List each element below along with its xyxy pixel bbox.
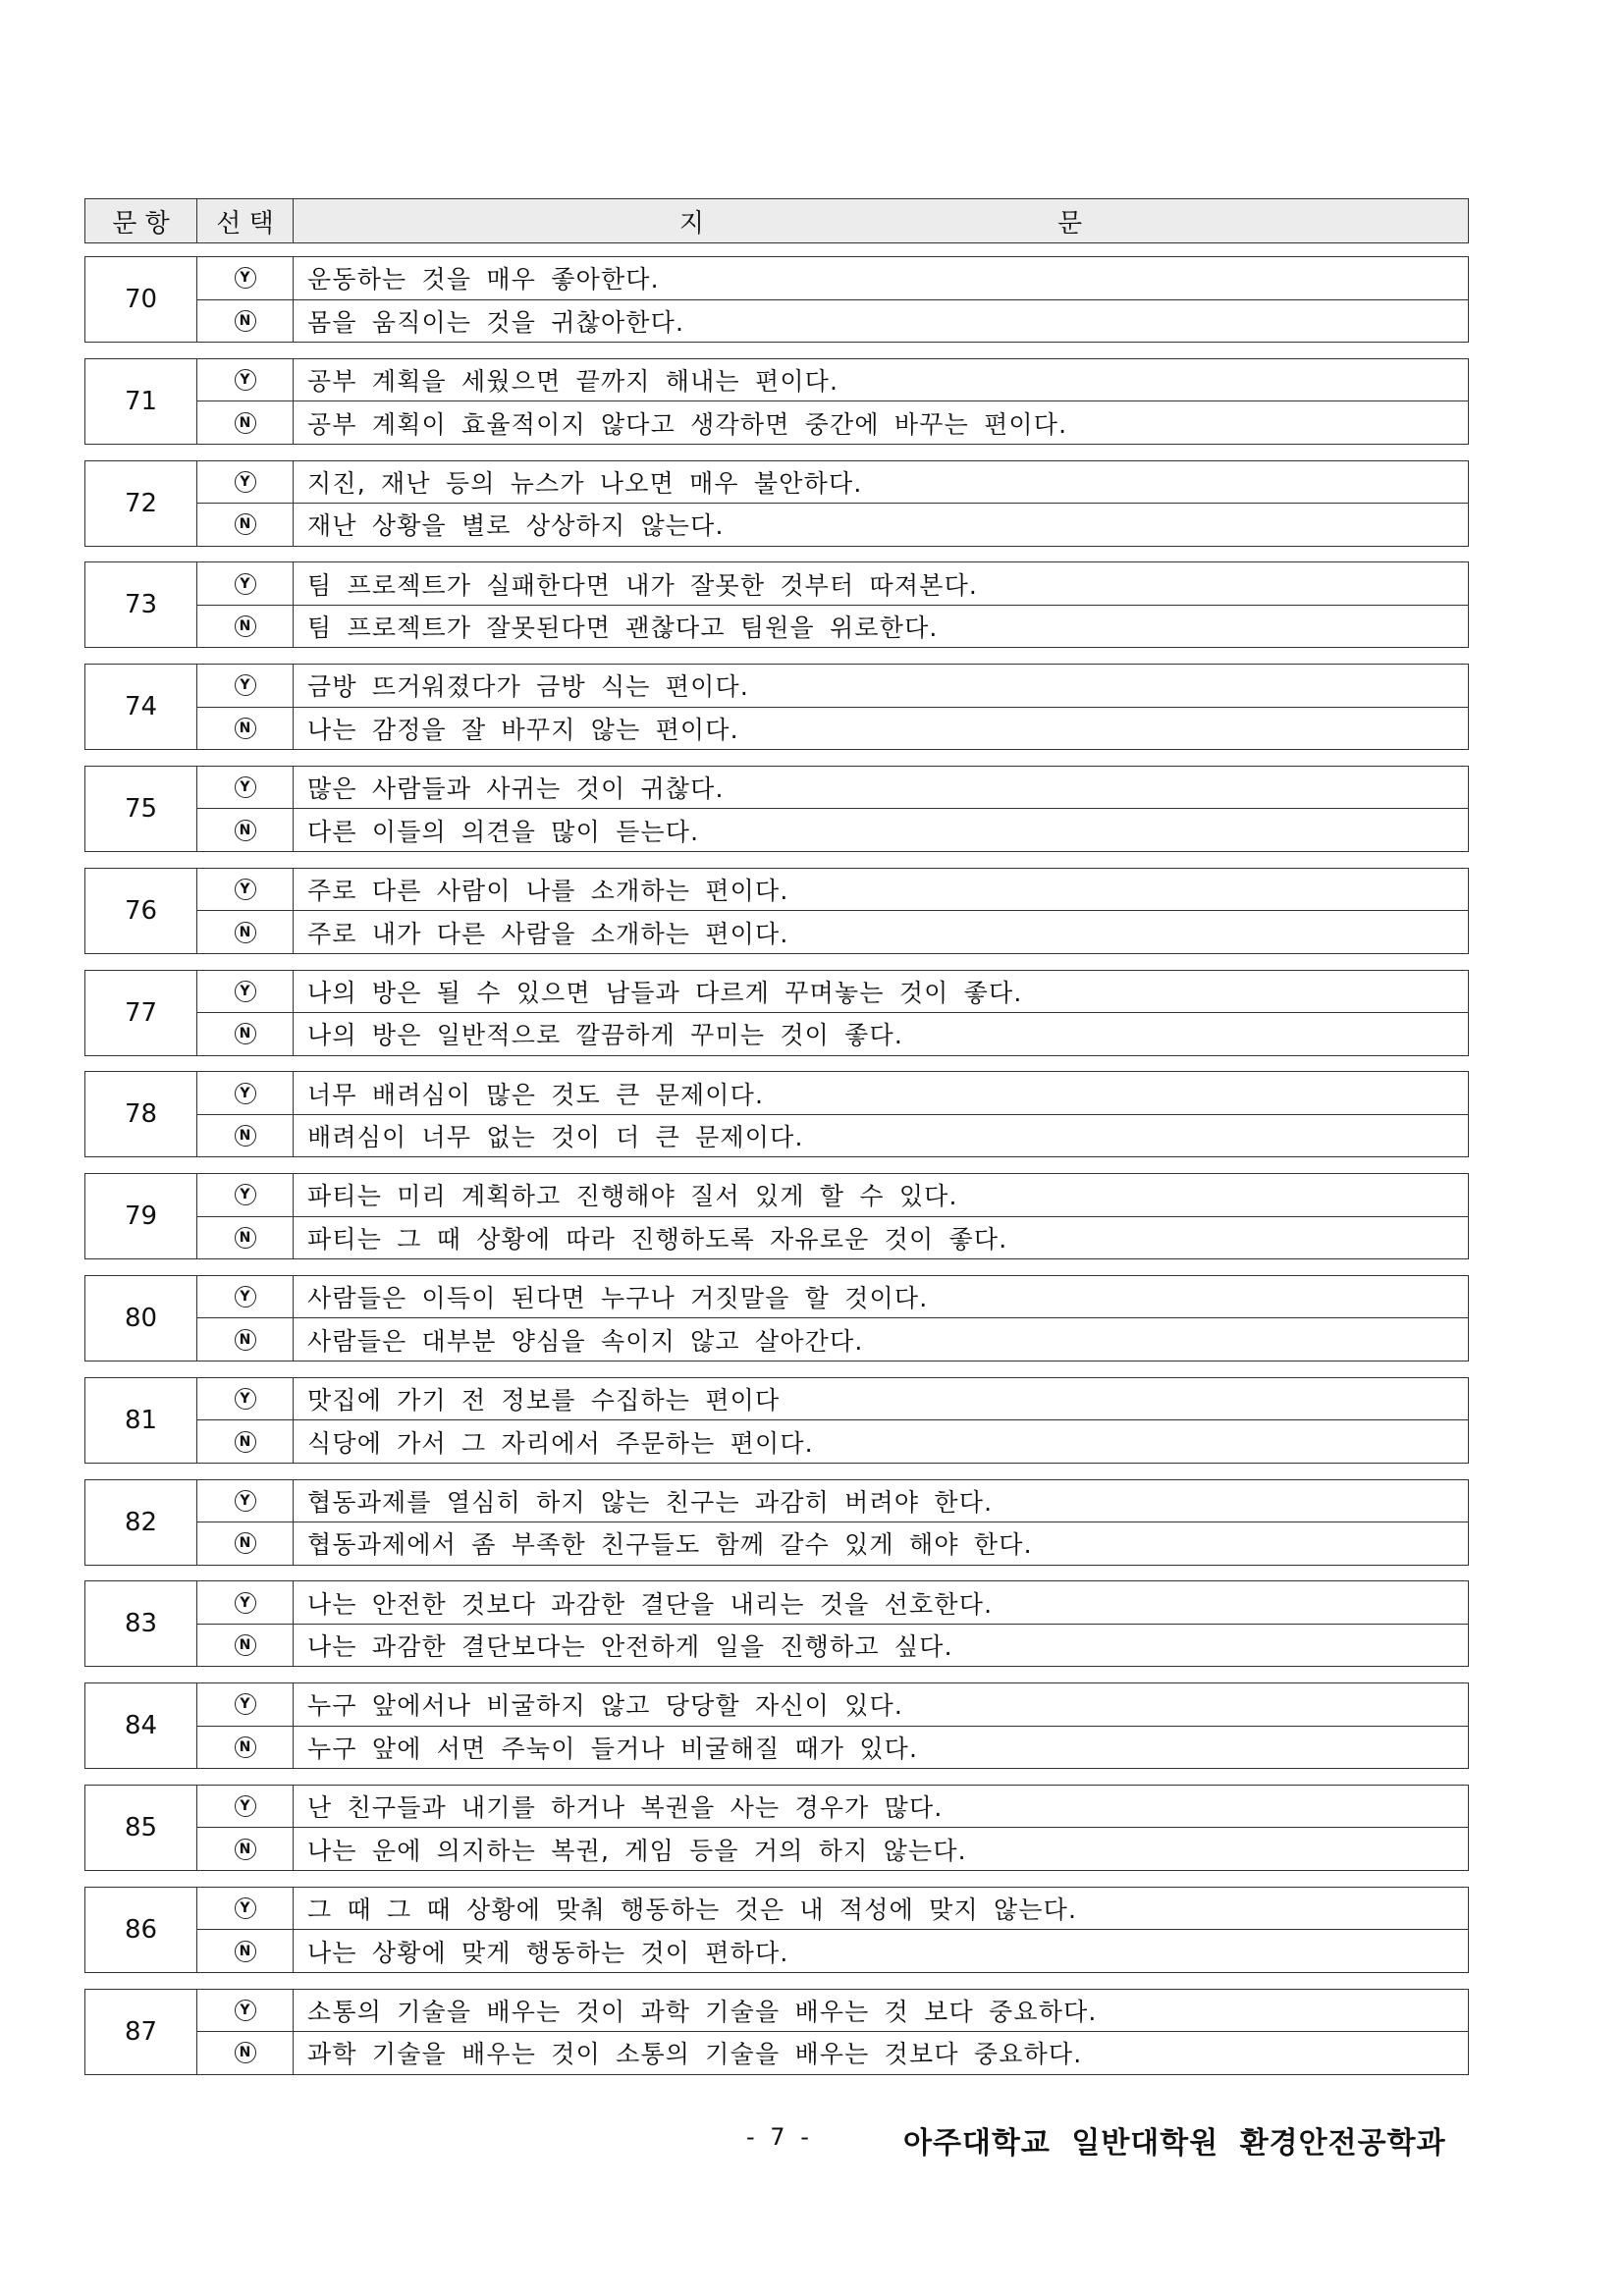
option-no-row	[197, 1114, 1468, 1157]
option-yes-row	[197, 1581, 1468, 1624]
option-n-circle-icon[interactable]: N	[235, 1329, 256, 1351]
option-y-circle-icon[interactable]: Y	[235, 267, 256, 289]
option-yes-text: 맛집에 가기 전 정보를 수집하는 편이다	[307, 1386, 781, 1415]
option-no-text: 협동과제에서 좀 부족한 친구들도 함께 갈수 있게 해야 한다.	[307, 1530, 1033, 1560]
option-y-circle-icon[interactable]: Y	[235, 1897, 256, 1919]
option-y-circle-icon[interactable]: Y	[235, 369, 256, 391]
option-n-circle-icon[interactable]: N	[235, 1736, 256, 1758]
option-y-circle-icon[interactable]: Y	[235, 1795, 256, 1817]
question-number: 87	[85, 1990, 197, 2074]
option-y-circle-icon[interactable]: Y	[235, 1388, 256, 1410]
option-yes-row	[197, 359, 1468, 401]
option-no-text: 배려심이 너무 없는 것이 더 큰 문제이다.	[307, 1123, 804, 1152]
option-n-circle-icon[interactable]: N	[235, 1941, 256, 1962]
question-block	[84, 1682, 1469, 1769]
option-yes-row	[197, 1174, 1468, 1216]
option-no-text: 몸을 움직이는 것을 귀찮아한다.	[307, 307, 685, 337]
question-number: 83	[85, 1581, 197, 1666]
option-n-circle-icon[interactable]: N	[235, 820, 256, 841]
option-no-row	[197, 1827, 1468, 1870]
option-n-circle-icon[interactable]: N	[235, 718, 256, 739]
page-number: - 7 -	[746, 2123, 813, 2151]
option-y-circle-icon[interactable]: Y	[235, 1490, 256, 1512]
option-yes-row	[197, 869, 1468, 911]
question-block	[84, 256, 1469, 343]
question-block	[84, 664, 1469, 750]
question-block	[84, 1580, 1469, 1667]
option-n-circle-icon[interactable]: N	[235, 310, 256, 332]
option-no-text: 다른 이들의 의견을 많이 듣는다.	[307, 817, 700, 846]
question-number: 82	[85, 1480, 197, 1565]
option-no-row	[197, 808, 1468, 851]
option-no-row	[197, 1624, 1468, 1667]
option-no-row	[197, 299, 1468, 343]
question-block	[84, 1275, 1469, 1362]
option-yes-text: 너무 배려심이 많은 것도 큰 문제이다.	[307, 1080, 765, 1109]
option-n-circle-icon[interactable]: N	[235, 615, 256, 637]
option-yes-text: 공부 계획을 세웠으면 끝까지 해내는 편이다.	[307, 367, 839, 397]
question-number: 76	[85, 869, 197, 953]
option-yes-row	[197, 562, 1468, 605]
option-no-text: 공부 계획이 효율적이지 않다고 생각하면 중간에 바꾸는 편이다.	[307, 409, 1068, 439]
option-y-circle-icon[interactable]: Y	[235, 776, 256, 798]
option-y-circle-icon[interactable]: Y	[235, 1286, 256, 1308]
option-no-row	[197, 1419, 1468, 1463]
option-y-circle-icon[interactable]: Y	[235, 1083, 256, 1104]
option-yes-text: 파티는 미리 계획하고 진행해야 질서 있게 할 수 있다.	[307, 1182, 958, 1211]
option-n-circle-icon[interactable]: N	[235, 513, 256, 535]
question-number: 78	[85, 1072, 197, 1156]
option-no-row	[197, 2031, 1468, 2074]
option-y-circle-icon[interactable]: Y	[235, 471, 256, 493]
question-block	[84, 1887, 1469, 1973]
option-yes-row	[197, 665, 1468, 707]
option-no-text: 나의 방은 일반적으로 깔끔하게 꾸미는 것이 좋다.	[307, 1021, 904, 1050]
option-y-circle-icon[interactable]: Y	[235, 2000, 256, 2021]
question-number: 75	[85, 767, 197, 851]
question-number: 72	[85, 461, 197, 546]
question-block	[84, 358, 1469, 445]
option-no-row	[197, 503, 1468, 546]
questionnaire-table	[84, 198, 1469, 2090]
option-no-text: 팀 프로젝트가 잘못된다면 괜찮다고 팀원을 위로한다.	[307, 614, 939, 643]
option-no-row	[197, 1929, 1468, 1972]
option-y-circle-icon[interactable]: Y	[235, 573, 256, 595]
option-yes-text: 난 친구들과 내기를 하거나 복권을 사는 경우가 많다.	[307, 1793, 944, 1823]
option-n-circle-icon[interactable]: N	[235, 1431, 256, 1453]
question-number: 84	[85, 1683, 197, 1768]
option-yes-row	[197, 1072, 1468, 1114]
option-yes-row	[197, 971, 1468, 1013]
option-no-text: 나는 운에 의지하는 복권, 게임 등을 거의 하지 않는다.	[307, 1836, 967, 1865]
question-number: 73	[85, 562, 197, 647]
option-no-text: 누구 앞에 서면 주눅이 들거나 비굴해질 때가 있다.	[307, 1734, 919, 1763]
option-yes-row	[197, 257, 1468, 299]
option-yes-row	[197, 767, 1468, 809]
option-yes-row	[197, 1378, 1468, 1420]
option-yes-text: 운동하는 것을 매우 좋아한다.	[307, 265, 660, 294]
option-yes-row	[197, 1990, 1468, 2032]
option-y-circle-icon[interactable]: Y	[235, 1592, 256, 1614]
option-n-circle-icon[interactable]: N	[235, 2042, 256, 2063]
question-block	[84, 1785, 1469, 1871]
option-no-text: 재난 상황을 별로 상상하지 않는다.	[307, 511, 725, 541]
option-y-circle-icon[interactable]: Y	[235, 879, 256, 900]
question-number: 80	[85, 1276, 197, 1361]
school-name: 아주대학교 일반대학원 환경안전공학과	[903, 2126, 1446, 2161]
question-block	[84, 1479, 1469, 1566]
question-number: 85	[85, 1786, 197, 1870]
option-no-row	[197, 1216, 1468, 1259]
option-yes-text: 지진, 재난 등의 뉴스가 나오면 매우 불안하다.	[307, 468, 863, 498]
header-text-b: 문	[1057, 208, 1083, 239]
question-block	[84, 970, 1469, 1056]
option-yes-row	[197, 1480, 1468, 1522]
option-n-circle-icon[interactable]: N	[235, 412, 256, 434]
option-yes-row	[197, 461, 1468, 504]
option-yes-text: 주로 다른 사람이 나를 소개하는 편이다.	[307, 877, 789, 906]
option-yes-text: 금방 뜨거워졌다가 금방 식는 편이다.	[307, 672, 749, 702]
option-no-row	[197, 605, 1468, 648]
option-no-row	[197, 1317, 1468, 1361]
question-block	[84, 1071, 1469, 1157]
question-block	[84, 766, 1469, 852]
option-no-text: 나는 감정을 잘 바꾸지 않는 편이다.	[307, 715, 739, 744]
option-no-text: 나는 과감한 결단보다는 안전하게 일을 진행하고 싶다.	[307, 1632, 953, 1662]
option-yes-text: 많은 사람들과 사귀는 것이 귀찮다.	[307, 774, 725, 804]
option-y-circle-icon[interactable]: Y	[235, 674, 256, 696]
option-no-row	[197, 400, 1468, 444]
option-y-circle-icon[interactable]: Y	[235, 1184, 256, 1205]
option-y-circle-icon[interactable]: Y	[235, 981, 256, 1002]
question-block	[84, 460, 1469, 547]
option-yes-text: 나는 안전한 것보다 과감한 결단을 내리는 것을 선호한다.	[307, 1589, 994, 1619]
option-n-circle-icon[interactable]: N	[235, 1634, 256, 1656]
option-yes-text: 그 때 그 때 상황에 맞춰 행동하는 것은 내 적성에 맞지 않는다.	[307, 1896, 1078, 1924]
option-yes-text: 사람들은 이득이 된다면 누구나 거짓말을 할 것이다.	[307, 1284, 929, 1313]
option-no-text: 파티는 그 때 상황에 따라 진행하도록 자유로운 것이 좋다.	[307, 1224, 1008, 1254]
question-number: 79	[85, 1174, 197, 1258]
option-no-text: 식당에 가서 그 자리에서 주문하는 편이다.	[307, 1428, 814, 1458]
header-text	[294, 199, 1468, 242]
question-number: 81	[85, 1378, 197, 1463]
question-block	[84, 1173, 1469, 1259]
option-n-circle-icon[interactable]: N	[235, 1839, 256, 1860]
option-yes-row	[197, 1888, 1468, 1930]
option-yes-row	[197, 1786, 1468, 1828]
option-no-row	[197, 1012, 1468, 1055]
question-number: 70	[85, 257, 197, 342]
option-n-circle-icon[interactable]: N	[235, 1532, 256, 1554]
option-n-circle-icon[interactable]: N	[235, 1125, 256, 1147]
question-number: 86	[85, 1888, 197, 1972]
option-n-circle-icon[interactable]: N	[235, 1227, 256, 1249]
option-n-circle-icon[interactable]: N	[235, 922, 256, 943]
option-yes-text: 팀 프로젝트가 실패한다면 내가 잘못한 것부터 따져본다.	[307, 570, 979, 600]
option-no-text: 주로 내가 다른 사람을 소개하는 편이다.	[307, 919, 789, 948]
question-block	[84, 1377, 1469, 1464]
question-number: 74	[85, 665, 197, 749]
option-yes-row	[197, 1276, 1468, 1318]
option-no-text: 나는 상황에 맞게 행동하는 것이 편하다.	[307, 1938, 789, 1967]
option-no-row	[197, 910, 1468, 953]
header-text-a: 지	[678, 208, 704, 239]
question-block	[84, 868, 1469, 954]
option-no-row	[197, 707, 1468, 750]
option-no-text: 사람들은 대부분 양심을 속이지 않고 살아간다.	[307, 1326, 864, 1356]
question-block	[84, 561, 1469, 648]
header-choice: 선 택	[197, 199, 294, 242]
table-header	[84, 198, 1469, 243]
header-number: 문 항	[85, 199, 197, 242]
question-number: 77	[85, 971, 197, 1055]
question-block	[84, 1989, 1469, 2075]
option-yes-text: 나의 방은 될 수 있으면 남들과 다르게 꾸며놓는 것이 좋다.	[307, 978, 1023, 1007]
option-no-text: 과학 기술을 배우는 것이 소통의 기술을 배우는 것보다 중요하다.	[307, 2040, 1083, 2069]
option-n-circle-icon[interactable]: N	[235, 1023, 256, 1044]
question-number: 71	[85, 359, 197, 444]
option-no-row	[197, 1522, 1468, 1565]
option-yes-text: 누구 앞에서나 비굴하지 않고 당당할 자신이 있다.	[307, 1691, 904, 1721]
option-no-row	[197, 1726, 1468, 1769]
question-list	[84, 256, 1469, 2075]
option-yes-text: 협동과제를 열심히 하지 않는 친구는 과감히 버려야 한다.	[307, 1487, 994, 1517]
option-yes-row	[197, 1683, 1468, 1726]
option-yes-text: 소통의 기술을 배우는 것이 과학 기술을 배우는 것 보다 중요하다.	[307, 1997, 1098, 2026]
option-y-circle-icon[interactable]: Y	[235, 1693, 256, 1715]
